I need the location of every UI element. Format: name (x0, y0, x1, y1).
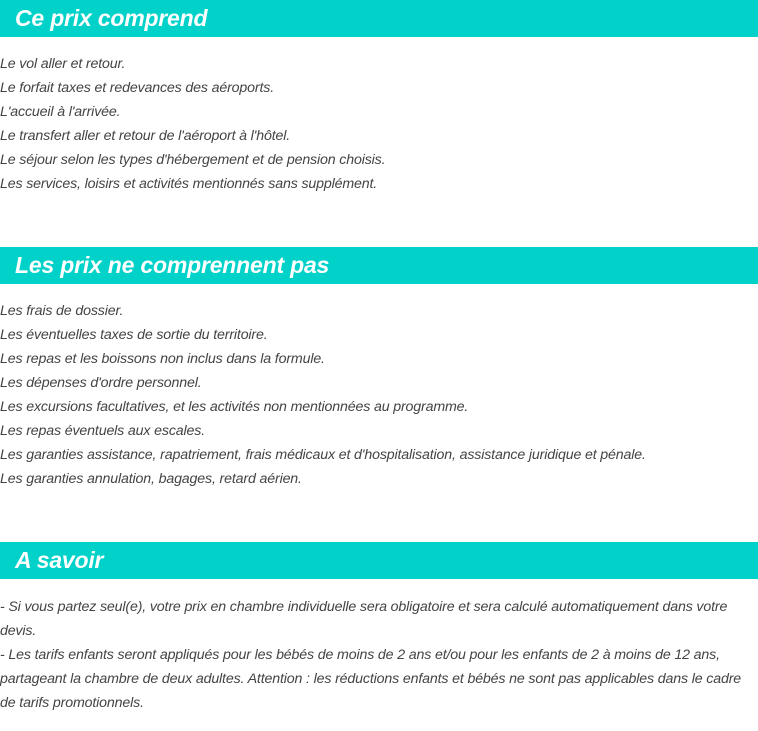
list-item: Les repas éventuels aux escales. (0, 423, 205, 439)
list-item: Les garanties annulation, bagages, retard aérien. (0, 471, 302, 487)
list-item: Les garanties assistance, rapatriement, frais médicaux et d'hospitalisation, assistance juridique et pénale. (0, 447, 646, 463)
list-item: Le transfert aller et retour de l'aéroport à l'hôtel. (0, 128, 291, 144)
list-item: Le séjour selon les types d'hébergement et de pension choisis. (0, 152, 386, 168)
list-item: Le forfait taxes et redevances des aéroports. (0, 80, 275, 96)
info-paragraph: - Si vous partez seul(e), votre prix en chambre individuelle sera obligatoire et sera calculé automatiquement dans votre devis. (0, 599, 728, 639)
list-item: Le vol aller et retour. (0, 56, 126, 72)
not-included-list (0, 299, 758, 491)
section-header-good-to-know (0, 542, 758, 579)
list-item: Les services, loisirs et activités mentionnés sans supplément. (0, 176, 378, 192)
list-item: Les éventuelles taxes de sortie du territoire. (0, 327, 268, 343)
section-title: Ce prix comprend (15, 5, 208, 31)
list-item: Les repas et les boissons non inclus dans la formule. (0, 351, 325, 367)
list-item: Les excursions facultatives, et les activités non mentionnées au programme. (0, 399, 469, 415)
section-title: Les prix ne comprennent pas (15, 252, 330, 278)
list-item: Les frais de dossier. (0, 303, 124, 319)
list-item: L'accueil à l'arrivée. (0, 104, 121, 120)
section-header-not-included (0, 247, 758, 284)
included-list (0, 52, 758, 196)
info-paragraph: - Les tarifs enfants seront appliqués pour les bébés de moins de 2 ans et/ou pour les enfants de 2 à moins de 12 ans, partageant la chambre de deux adultes. Attention : les réductions enfants et bébés ne sont pas applicables dans le cadre de tarifs promotionnels. (0, 647, 742, 711)
section-title: A savoir (15, 547, 104, 573)
list-item: Les dépenses d'ordre personnel. (0, 375, 202, 391)
section-header-included (0, 0, 758, 37)
